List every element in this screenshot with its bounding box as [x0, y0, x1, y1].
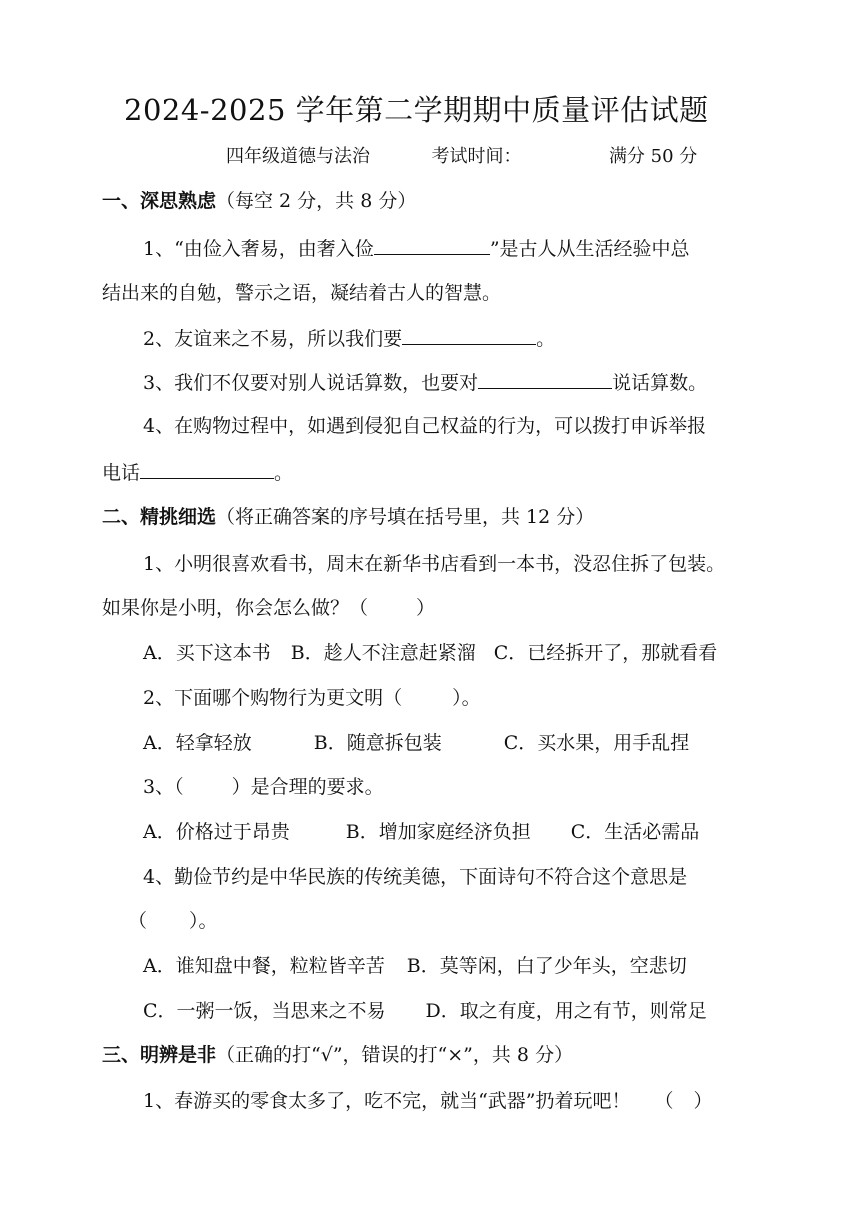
question-text: 1、春游买的零食太多了，吃不完，就当“武器”扔着玩吧！: [143, 1090, 631, 1112]
s1-question-1-cont: 结出来的自勉，警示之语，凝结着古人的智慧。: [102, 282, 502, 304]
section-3-heading: [102, 1043, 573, 1067]
s1-question-4-cont: [102, 460, 293, 485]
exam-subtitle: [226, 145, 697, 169]
option-a[interactable]: A．价格过于昂贵: [143, 821, 290, 843]
s2-question-1: 1、小明很喜欢看书，周末在新华书店看到一本书，没忍住拆了包装。: [143, 553, 726, 575]
s2-q4-options-row2: [143, 999, 707, 1023]
answer-blank[interactable]: [140, 460, 274, 479]
full-score-label: 满分 50 分: [608, 146, 698, 167]
s2-question-1-cont: [102, 596, 435, 620]
s2-question-4: 4、勤俭节约是中华民族的传统美德，下面诗句不符合这个意思是: [143, 866, 688, 888]
option-a[interactable]: A．轻拿轻放: [143, 732, 252, 754]
section-title: 二、精挑细选: [102, 506, 217, 528]
question-text: 3、我们不仅要对别人说话算数，也要对: [143, 372, 479, 394]
s3-question-1: [143, 1089, 713, 1113]
s1-question-2: [143, 326, 555, 351]
section-note: （将正确答案的序号填在括号里，共 12 分）: [216, 506, 595, 528]
option-c[interactable]: C．一粥一饭，当思来之不易: [143, 1000, 386, 1022]
option-a[interactable]: A．买下这本书: [143, 642, 271, 664]
option-b[interactable]: B．趁人不注意赶紧溜: [290, 642, 476, 664]
question-text: 。: [274, 462, 294, 484]
option-b[interactable]: B．莫等闲，白了少年头，空悲切: [406, 955, 687, 977]
section-title: 一、深思熟虑: [102, 190, 217, 212]
s1-question-4: 4、在购物过程中，如遇到侵犯自己权益的行为，可以拨打申诉举报: [143, 415, 707, 437]
s1-question-1: [143, 236, 690, 261]
option-c[interactable]: C．买水果，用手乱捏: [503, 732, 690, 754]
question-text: （: [654, 1090, 674, 1112]
answer-blank[interactable]: [402, 326, 536, 345]
question-text: 说话算数。: [612, 372, 708, 394]
question-text: ）是合理的要求。: [231, 776, 384, 798]
exam-time-label: 考试时间：: [431, 146, 522, 167]
s2-question-2: [143, 686, 481, 710]
question-text: 3、（: [143, 776, 184, 798]
section-2-heading: [102, 505, 594, 529]
option-d[interactable]: D．取之有度，用之有节，则常足: [425, 1000, 707, 1022]
s2-question-4-cont: [128, 909, 218, 933]
answer-blank[interactable]: [478, 370, 612, 389]
option-c[interactable]: C．已经拆开了，那就看看: [493, 642, 718, 664]
s2-q1-options: [143, 641, 717, 665]
section-title: 三、明辨是非: [102, 1044, 217, 1066]
question-text: 。: [536, 328, 556, 350]
question-text: ）: [416, 597, 436, 619]
s2-q2-options: [143, 731, 689, 755]
section-note: （正确的打“√”，错误的打“×”，共 8 分）: [216, 1044, 574, 1066]
question-text: ”是古人从生活经验中总: [489, 238, 690, 260]
option-b[interactable]: B．增加家庭经济负担: [345, 821, 531, 843]
s2-q3-options: [143, 820, 699, 844]
exam-title: 2024-2025 学年第二学期期中质量评估试题: [124, 93, 709, 127]
option-b[interactable]: B．随意拆包装: [313, 732, 442, 754]
subject-label: 四年级道德与法治: [226, 146, 370, 167]
s1-question-3: [143, 370, 707, 395]
question-text: 1、“由俭入奢易，由奢入俭: [143, 238, 374, 260]
s2-q4-options-row1: [143, 954, 687, 978]
question-text: 电话: [102, 462, 141, 484]
question-text: 2、下面哪个购物行为更文明（: [143, 687, 403, 709]
option-a[interactable]: A．谁知盘中餐，粒粒皆辛苦: [143, 955, 385, 977]
question-text: ）。: [189, 910, 218, 932]
question-text: （: [128, 910, 148, 932]
option-c[interactable]: C．生活必需品: [570, 821, 700, 843]
section-note: （每空 2 分，共 8 分）: [216, 190, 417, 212]
s2-question-3: [143, 775, 384, 799]
question-text: 如果你是小明，你会怎么做？（: [102, 597, 369, 619]
answer-blank[interactable]: [374, 236, 490, 255]
question-text: ）。: [452, 687, 481, 709]
question-text: ）: [693, 1090, 713, 1112]
section-1-heading: [102, 189, 416, 213]
question-text: 2、友谊来之不易，所以我们要: [143, 328, 403, 350]
